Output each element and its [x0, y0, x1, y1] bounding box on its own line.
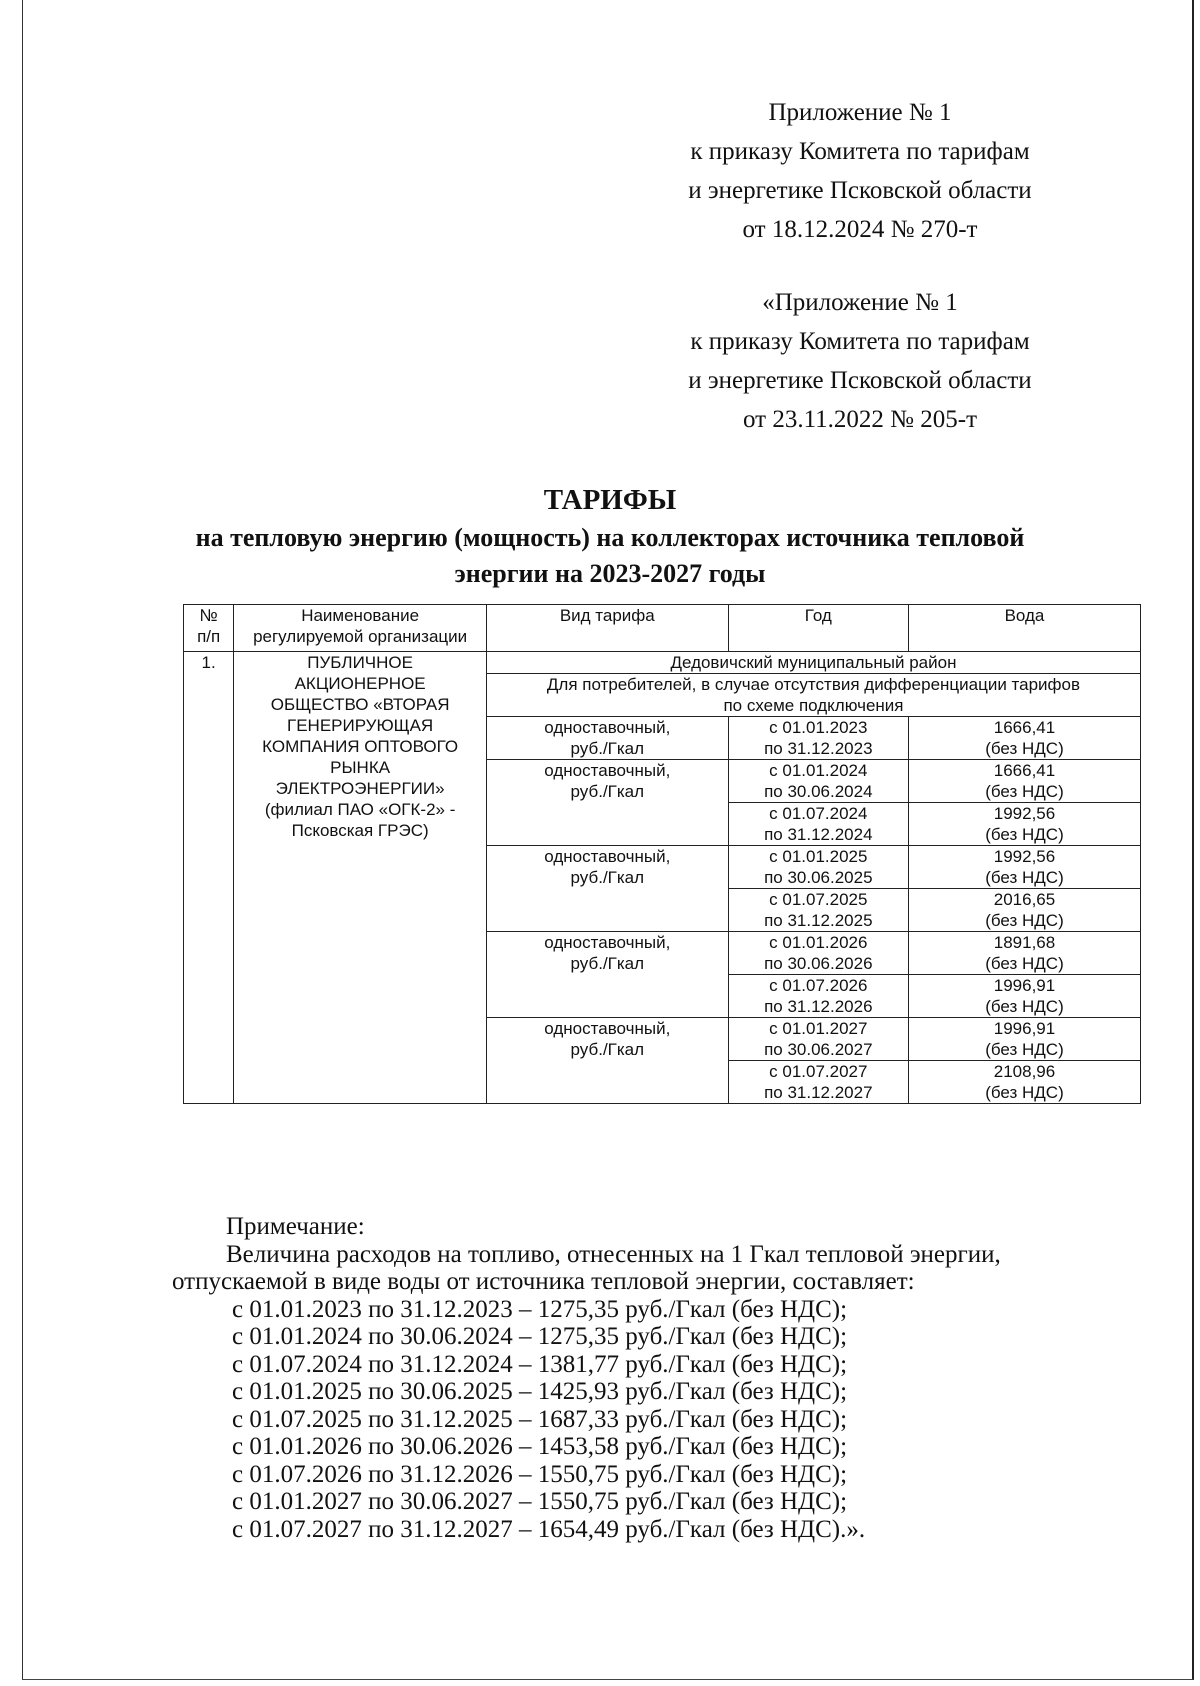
table-header-row — [184, 605, 1141, 652]
header-number: № п/п — [184, 605, 234, 652]
note-label: Примечание: — [226, 1213, 365, 1240]
tariff-value: 1996,91 (без НДС) — [908, 975, 1140, 1018]
tariff-value: 1891,68 (без НДС) — [908, 932, 1140, 975]
list-item: с 01.07.2026 по 31.12.2026 – 1550,75 руб./Гкал (без НДС); — [232, 1460, 848, 1488]
note-section — [172, 1213, 1132, 1543]
period: с 01.07.2027 по 31.12.2027 — [728, 1061, 908, 1104]
list-item: с 01.01.2026 по 30.06.2026 – 1453,58 руб./Гкал (без НДС); — [232, 1433, 848, 1460]
list-item: с 01.01.2023 по 31.12.2023 – 1275,35 руб./Гкал (без НДС); — [232, 1295, 848, 1323]
appendix-line: от 18.12.2024 № 270-т — [742, 216, 978, 243]
period: с 01.01.2027 по 30.06.2027 — [728, 1018, 908, 1061]
tariff-value: 2016,65 (без НДС) — [908, 889, 1140, 932]
tariff-value: 2108,96 (без НДС) — [908, 1061, 1140, 1104]
list-item: с 01.01.2024 по 30.06.2024 – 1275,35 руб./Гкал (без НДС); — [232, 1323, 848, 1350]
tariff-type: одноставочный, руб./Гкал — [486, 1018, 728, 1104]
list-item: с 01.01.2027 по 30.06.2027 – 1550,75 руб./Гкал (без НДС); — [232, 1488, 848, 1515]
list-item: с 01.01.2025 по 30.06.2025 – 1425,93 руб./Гкал (без НДС); — [232, 1378, 848, 1405]
tariff-type: одноставочный, руб./Гкал — [486, 760, 728, 846]
appendix-line: к приказу Комитета по тарифам — [690, 138, 1030, 165]
tariff-type: одноставочный, руб./Гкал — [486, 717, 728, 760]
title-main: ТАРИФЫ — [543, 484, 677, 516]
original-appendix-line: и энергетике Псковской области — [688, 367, 1032, 394]
tariff-value: 1992,56 (без НДС) — [908, 846, 1140, 889]
period: с 01.01.2025 по 30.06.2025 — [728, 846, 908, 889]
period: с 01.07.2026 по 31.12.2026 — [728, 975, 908, 1018]
period: с 01.01.2026 по 30.06.2026 — [728, 932, 908, 975]
title-line: энергии на 2023-2027 годы — [454, 559, 766, 588]
row-number: 1. — [184, 652, 234, 1104]
header-tariff-type: Вид тарифа — [486, 605, 728, 652]
header-water: Вода — [908, 605, 1140, 652]
period: с 01.01.2023 по 31.12.2023 — [728, 717, 908, 760]
tariff-value: 1666,41 (без НДС) — [908, 760, 1140, 803]
note-text: Величина расходов на топливо, отнесенных на 1 Гкал тепловой энергии, отпускаемой в виде воды от источника тепловой энергии, составляет: — [172, 1240, 1001, 1295]
list-item: с 01.07.2027 по 31.12.2027 – 1654,49 руб./Гкал (без НДС).». — [232, 1515, 866, 1543]
tariff-value: 1666,41 (без НДС) — [908, 717, 1140, 760]
header-year: Год — [728, 605, 908, 652]
district-name: Дедовичский муниципальный район — [486, 652, 1140, 674]
tariff-value: 1996,91 (без НДС) — [908, 1018, 1140, 1061]
appendix-line: и энергетике Псковской области — [688, 177, 1032, 204]
organization-name: ПУБЛИЧНОЕ АКЦИОНЕРНОЕ ОБЩЕСТВО «ВТОРАЯ ГЕНЕРИРУЮЩАЯ КОМПАНИЯ ОПТОВОГО РЫНКА ЭЛЕКТРОЭНЕРГИИ» (филиал ПАО «ОГК-2» - Псковская ГРЭС) — [234, 652, 487, 1104]
tariff-type: одноставочный, руб./Гкал — [486, 932, 728, 1018]
appendix-line: Приложение № 1 — [768, 99, 952, 126]
title-line: на тепловую энергию (мощность) на коллекторах источника тепловой — [195, 523, 1025, 552]
table-row — [184, 652, 1141, 674]
tariff-table — [183, 604, 1141, 1104]
document-title — [130, 480, 1090, 592]
tariff-value: 1992,56 (без НДС) — [908, 803, 1140, 846]
appendix-header — [640, 93, 1080, 249]
original-appendix-line: от 23.11.2022 № 205-т — [742, 406, 978, 433]
original-appendix-line: к приказу Комитета по тарифам — [690, 328, 1030, 355]
tariff-type: одноставочный, руб./Гкал — [486, 846, 728, 932]
period: с 01.07.2024 по 31.12.2024 — [728, 803, 908, 846]
header-organization: Наименование регулируемой организации — [234, 605, 487, 652]
list-item: с 01.07.2025 по 31.12.2025 – 1687,33 руб./Гкал (без НДС); — [232, 1405, 848, 1433]
original-appendix-header — [640, 283, 1080, 439]
period: с 01.01.2024 по 30.06.2024 — [728, 760, 908, 803]
fuel-cost-list — [172, 1296, 1132, 1544]
consumers-note: Для потребителей, в случае отсутствия дифференциации тарифов по схеме подключения — [486, 674, 1140, 717]
period: с 01.07.2025 по 31.12.2025 — [728, 889, 908, 932]
list-item: с 01.07.2024 по 31.12.2024 – 1381,77 руб./Гкал (без НДС); — [232, 1350, 848, 1378]
original-appendix-line: «Приложение № 1 — [762, 289, 958, 316]
